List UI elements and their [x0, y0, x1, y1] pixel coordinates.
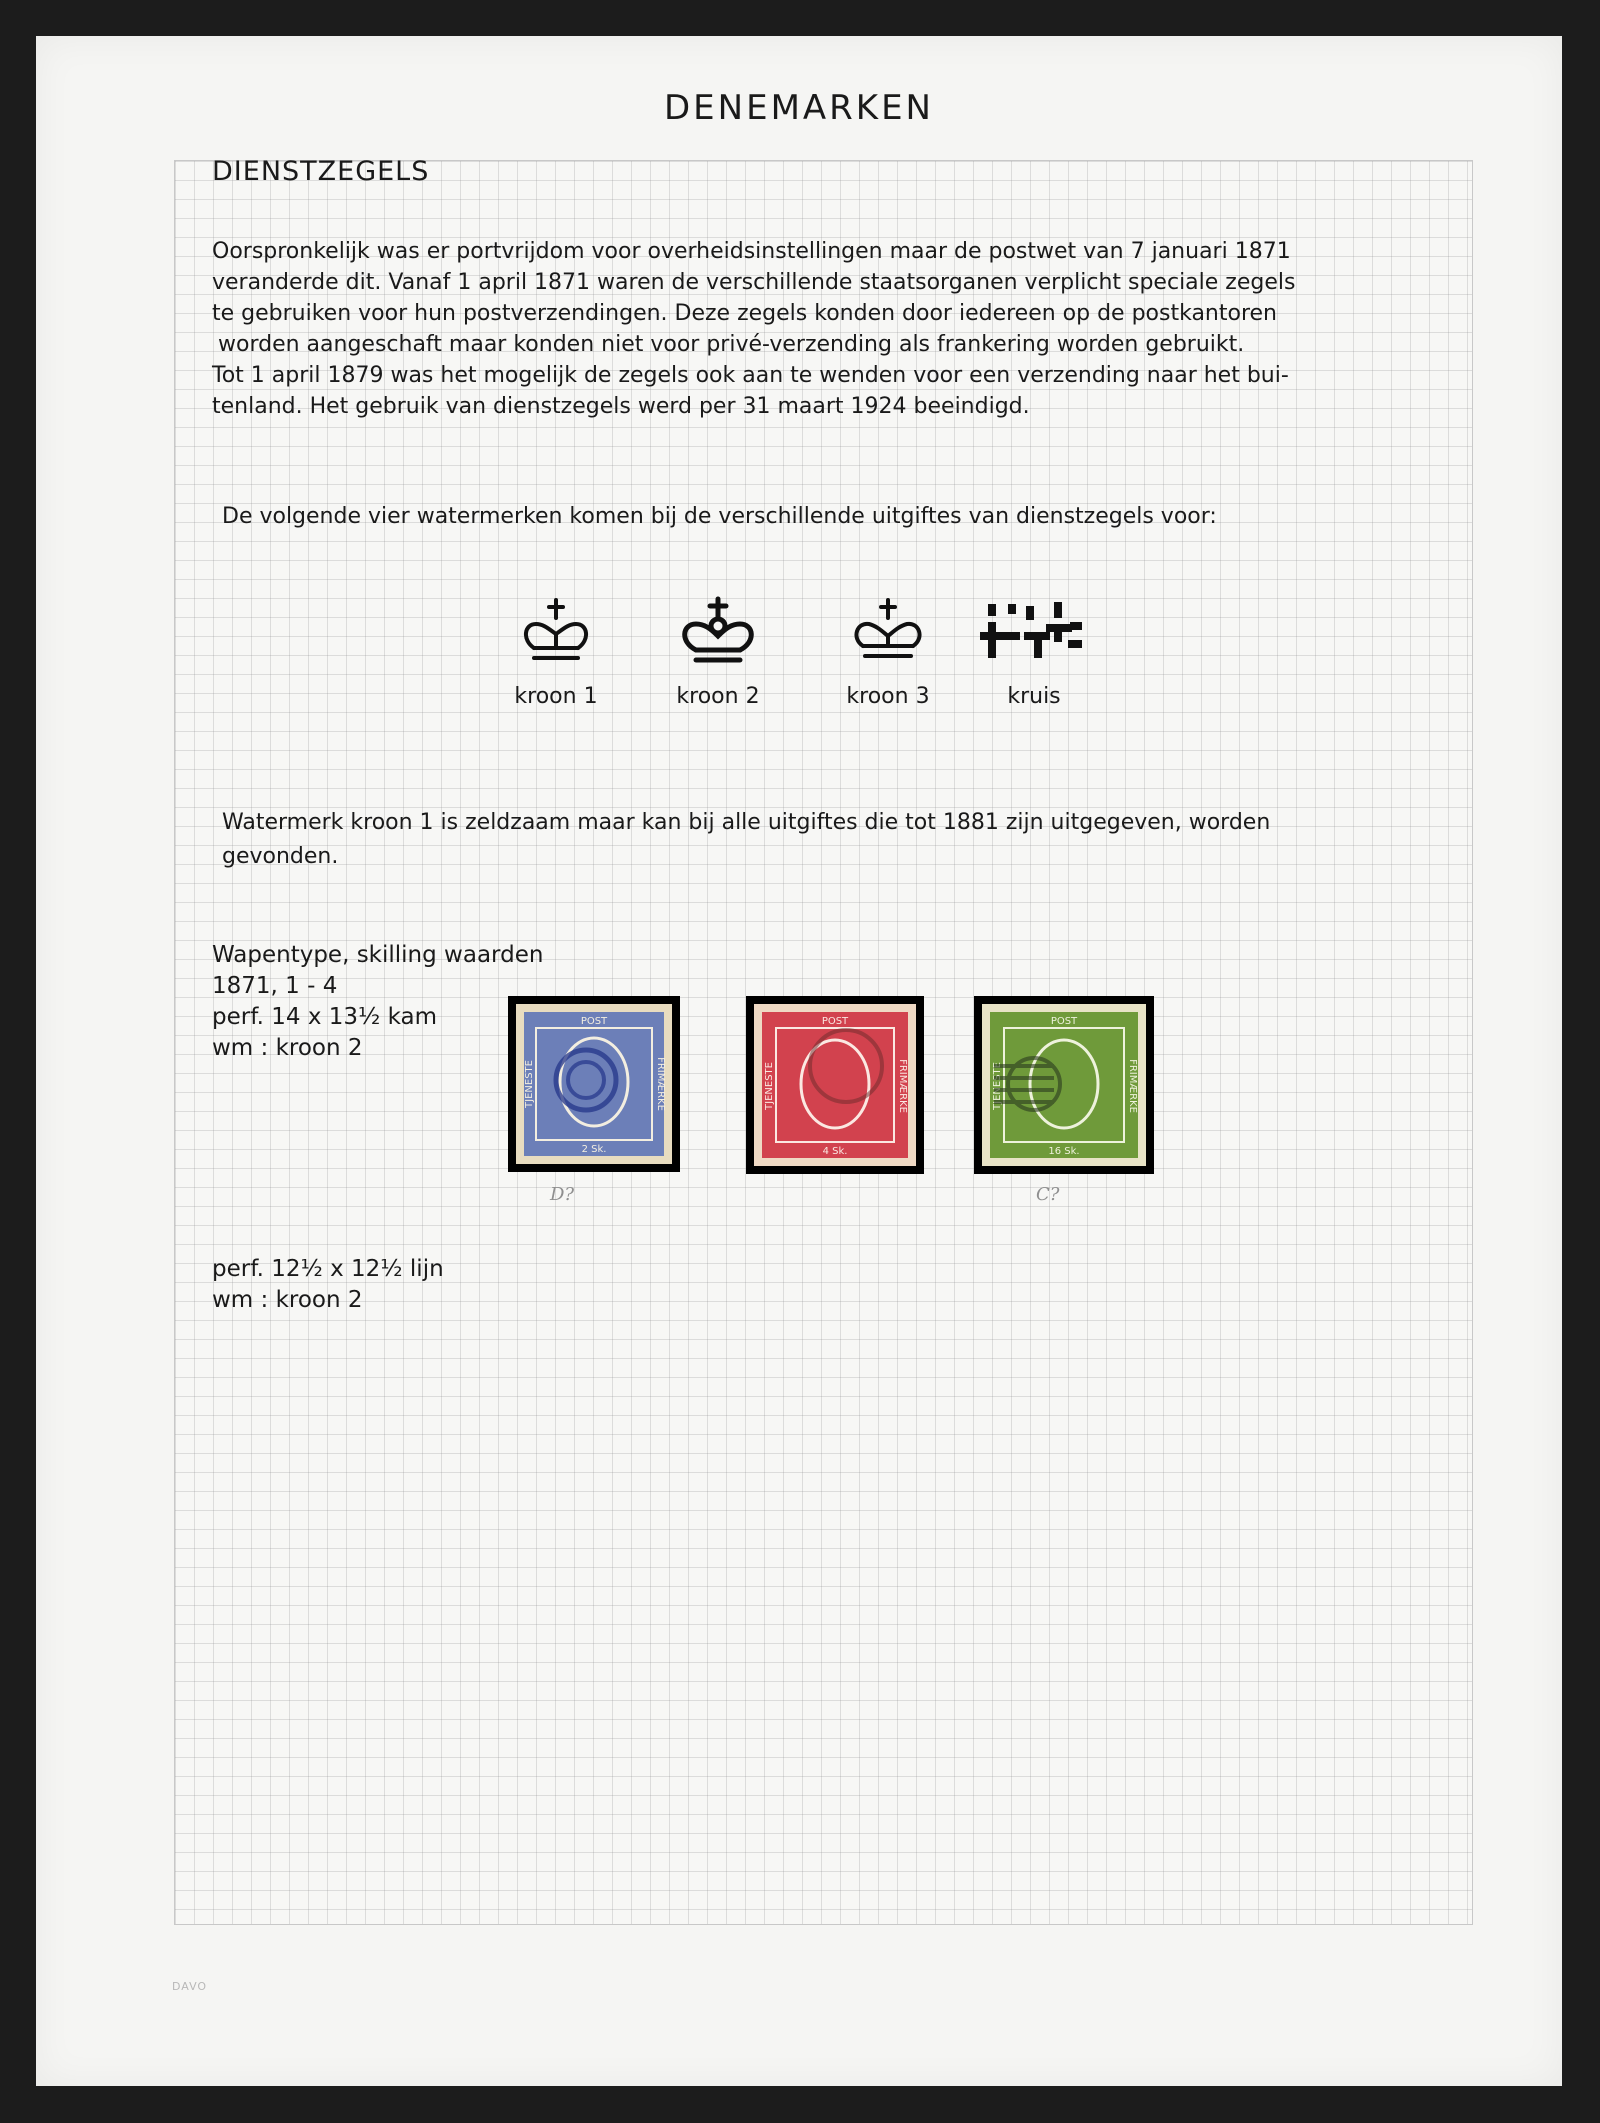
stamp-body: [524, 1012, 664, 1156]
section-title: DIENSTZEGELS: [212, 156, 430, 187]
stamp-right-text: FRIMÆRKE: [897, 1059, 908, 1113]
stamp-value: 16 Sk.: [1048, 1146, 1080, 1157]
pencil-note: C?: [1036, 1184, 1060, 1205]
watermark-kroon-1: [486, 596, 626, 709]
stamp-top-text: POST: [1050, 1016, 1078, 1027]
stamp-body: [990, 1012, 1138, 1158]
series-line: 1871, 1 - 4: [212, 973, 338, 999]
watermark-label: kroon 1: [514, 684, 598, 709]
stamp-16-sk[interactable]: [974, 996, 1154, 1174]
intro-line: Oorspronkelijk was er portvrijdom voor overheidsinstellingen maar de postwet van 7 januari 1871: [212, 239, 1291, 264]
stamp-image: [974, 996, 1154, 1174]
watermark-label: kroon 3: [846, 684, 930, 709]
series-description: [212, 1254, 444, 1316]
stamp-4-sk[interactable]: [746, 996, 924, 1174]
stamp-right-text: FRIMÆRKE: [655, 1057, 666, 1111]
stamp-image: [746, 996, 924, 1174]
note-line: Watermerk kroon 1 is zeldzaam maar kan bij alle uitgiftes die tot 1881 zijn uitgegeven, worden: [222, 810, 1271, 835]
note-line: gevonden.: [222, 844, 339, 869]
watermark-label: kroon 2: [676, 684, 760, 709]
stamp-2-sk[interactable]: [508, 996, 680, 1172]
series-line: perf. 12½ x 12½ lijn: [212, 1256, 444, 1282]
series-line: perf. 14 x 13½ kam: [212, 1004, 438, 1030]
series-line: wm : kroon 2: [212, 1035, 363, 1061]
watermark-note: [222, 806, 1270, 874]
series-line: wm : kroon 2: [212, 1287, 363, 1313]
stamp-left-text: TJENESTE: [764, 1062, 775, 1110]
pencil-note: D?: [550, 1184, 575, 1205]
crown-watermark-icon: [847, 596, 929, 670]
album-page: [36, 36, 1562, 2086]
watermark-kroon-3: [818, 596, 958, 709]
watermark-label: kruis: [1007, 684, 1061, 709]
stamp-right-text: FRIMÆRKE: [1127, 1059, 1138, 1113]
intro-line: te gebruiken voor hun postverzendingen. Deze zegels konden door iedereen op de postkantoren: [212, 301, 1278, 326]
stamp-top-text: POST: [821, 1016, 849, 1027]
cross-watermark-icon: [978, 596, 1090, 670]
watermark-intro: De volgende vier watermerken komen bij de verschillende uitgiftes van dienstzegels voor:: [222, 504, 1217, 529]
crown-watermark-icon: [516, 596, 596, 670]
intro-line: tenland. Het gebruik van dienstzegels werd per 31 maart 1924 beeindigd.: [212, 394, 1030, 419]
stamp-value: 4 Sk.: [822, 1146, 848, 1157]
crown-watermark-icon: [676, 596, 760, 670]
stamp-body: [762, 1012, 908, 1158]
stamp-top-text: POST: [580, 1016, 608, 1027]
watermark-kruis: [964, 596, 1104, 709]
series-line: Wapentype, skilling waarden: [212, 942, 544, 968]
intro-line: Tot 1 april 1879 was het mogelijk de zegels ook aan te wenden voor een verzending naar het bui-: [212, 363, 1289, 388]
stamp-value: 2 Sk.: [581, 1144, 607, 1155]
watermark-kroon-2: [648, 596, 788, 709]
publisher-mark: DAVO: [172, 1980, 208, 1993]
intro-line: worden aangeschaft maar konden niet voor privé-verzending als frankering worden gebruikt.: [218, 332, 1245, 357]
page-title: DENEMARKEN: [663, 88, 934, 128]
stamp-image: [508, 996, 680, 1172]
series-description: [212, 940, 543, 1064]
intro-line: veranderde dit. Vanaf 1 april 1871 waren de verschillende staatsorganen verplicht speciale zegels: [212, 270, 1296, 295]
intro-paragraph: [212, 236, 1452, 422]
stamp-left-text: TJENESTE: [992, 1062, 1003, 1110]
stamp-left-text: TJENESTE: [524, 1060, 535, 1108]
